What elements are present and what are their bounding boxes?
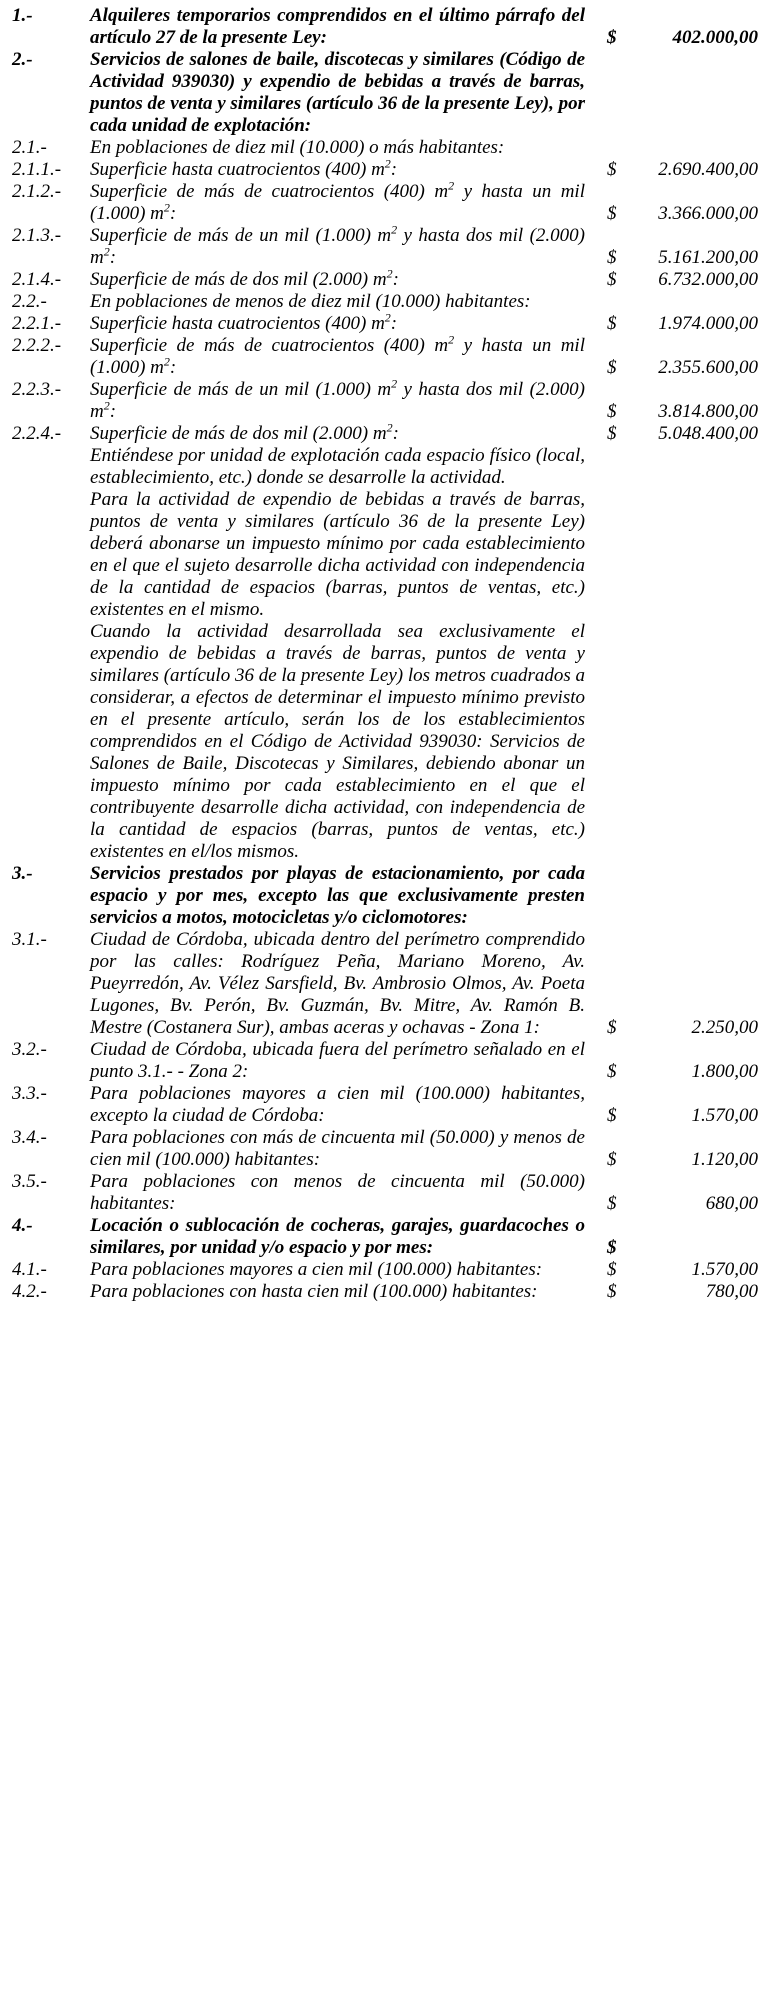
amount-value: 5.161.200,00 [658, 247, 758, 268]
amount-value: 780,00 [705, 1281, 758, 1302]
item-description: Entiéndese por unidad de explotación cada espacio físico (local, establecimiento, etc.) donde se desarrolle la actividad. [90, 445, 585, 488]
amount-value: 3.814.800,00 [658, 401, 758, 422]
item-description: Cuando la actividad desarrollada sea exclusivamente el expendio de bebidas a través de barras, puntos de venta y similares (artículo 36 de la presente Ley) los metros cuadrados a considerar, a efectos de determinar el impuesto mínimo previsto en el presente artículo, serán los de los establecimientos comprendidos en el Código de Actividad 939030: Servicios de Salones de Baile, Discotecas y Similares, debiendo abonar un impuesto mínimo por cada establecimiento en el que el contribuyente desarrolle dicha actividad, con independencia de la cantidad de espacios (barras, puntos de ventas, etc.) existentes en el/los mismos. [90, 621, 586, 862]
currency-symbol: $ [607, 1281, 617, 1302]
item-description: Superficie de más de un mil (1.000) $m^2$ y hasta dos mil (2.000) $m^2$: [90, 376, 585, 422]
amount-value: 1.974.000,00 [658, 313, 758, 334]
item-number: 4.2.- [12, 1281, 47, 1302]
tariff-row [12, 489, 758, 621]
item-description: Superficie de más de dos mil (2.000) $m^2$: [90, 266, 399, 290]
currency-symbol: $ [607, 1259, 617, 1280]
amount-value: 6.732.000,00 [658, 269, 758, 290]
item-number: 3.4.- [12, 1127, 47, 1148]
item-number: 2.1.4.- [12, 269, 62, 290]
amount-value: 1.570,00 [691, 1259, 758, 1280]
currency-symbol: $ [607, 159, 617, 180]
amount-value: 5.048.400,00 [658, 423, 758, 444]
item-number: 3.3.- [12, 1083, 47, 1104]
item-description: Para poblaciones mayores a cien mil (100.000) habitantes, excepto la ciudad de Córdoba: [90, 1083, 585, 1126]
currency-symbol: $ [607, 1061, 617, 1082]
tariff-row [12, 266, 758, 291]
item-description: Ciudad de Córdoba, ubicada dentro del perímetro comprendido por las calles: Rodríguez Peña, Mariano Moreno, Av. Pueyrredón, Av. Vélez Sarsfield, Bv. Ambrosio Olmos, Av. Poeta Lugones, Bv. Perón, Bv. Guzmán, Bv. Mitre, Av. Ramón B. Mestre (Costanera Sur), ambas aceras y ochavas - Zona 1: [90, 929, 585, 1038]
amount-value: 2.355.600,00 [658, 357, 758, 378]
tariff-row [12, 156, 758, 181]
tariff-row [12, 863, 758, 929]
item-number: 3.5.- [12, 1171, 47, 1192]
item-description: Para poblaciones con hasta cien mil (100.000) habitantes: [90, 1281, 538, 1302]
tariff-row [12, 5, 758, 49]
item-number [12, 621, 90, 863]
item-number: 2.2.4.- [12, 423, 62, 444]
amount-value: 680,00 [705, 1193, 758, 1214]
currency-symbol: $ [607, 357, 617, 378]
item-number: 2.2.2.- [12, 335, 62, 356]
currency-symbol: $ [607, 269, 617, 290]
tariff-row [12, 332, 758, 379]
amount-value: 2.250,00 [691, 1017, 758, 1038]
tariff-row [12, 1281, 758, 1303]
currency-symbol: $ [607, 1237, 617, 1258]
item-description: Servicios prestados por playas de estacionamiento, por cada espacio y por mes, excepto las que exclusivamente presten servicios a motos, motocicletas y/o ciclomotores: [90, 863, 585, 928]
tariff-row [12, 420, 758, 445]
item-number [12, 445, 90, 489]
item-description: Superficie de más de cuatrocientos (400) $m^2$ y hasta un mil (1.000) $m^2$: [90, 332, 585, 378]
item-number: 1.- [12, 5, 33, 26]
item-description: Superficie hasta cuatrocientos (400) $m^2$: [90, 310, 398, 334]
currency-symbol: $ [607, 1193, 617, 1214]
item-description: Superficie de más de cuatrocientos (400) $m^2$ y hasta un mil (1.000) $m^2$: [90, 178, 585, 224]
tariff-row [12, 1083, 758, 1127]
currency-symbol: $ [607, 401, 617, 422]
item-number: 3.2.- [12, 1039, 47, 1060]
item-number: 3.1.- [12, 929, 47, 950]
item-description: En poblaciones de diez mil (10.000) o más habitantes: [90, 137, 505, 158]
amount-value: 3.366.000,00 [658, 203, 758, 224]
currency-symbol: $ [607, 27, 617, 48]
amount-value: 1.570,00 [691, 1105, 758, 1126]
amount-value: 402.000,00 [672, 27, 758, 48]
item-number: 2.- [12, 49, 33, 70]
tariff-row [12, 1039, 758, 1083]
item-description: En poblaciones de menos de diez mil (10.000) habitantes: [90, 291, 531, 312]
tariff-row [12, 1215, 758, 1259]
currency-symbol: $ [607, 247, 617, 268]
tariff-row [12, 1171, 758, 1215]
item-description: Locación o sublocación de cocheras, garajes, guardacoches o similares, por unidad y/o espacio y por mes: [90, 1215, 585, 1258]
amount-value: 2.690.400,00 [658, 159, 758, 180]
item-number: 4.- [12, 1215, 33, 1236]
item-number: 2.1.1.- [12, 159, 62, 180]
item-description: Servicios de salones de baile, discotecas y similares (Código de Actividad 939030) y expendio de bebidas a través de barras, puntos de venta y similares (artículo 36 de la presente Ley), por cada unidad de explotación: [90, 49, 586, 136]
amount-value: 1.800,00 [691, 1061, 758, 1082]
tariff-row [12, 1259, 758, 1281]
item-number [12, 489, 90, 621]
item-description: Para poblaciones con más de cincuenta mil (50.000) y menos de cien mil (100.000) habitantes: [90, 1127, 585, 1170]
tariff-row [12, 49, 758, 137]
item-number: 2.1.2.- [12, 181, 62, 202]
item-number: 2.1.3.- [12, 225, 62, 246]
tariff-row [12, 445, 758, 489]
currency-symbol: $ [607, 1017, 617, 1038]
currency-symbol: $ [607, 1149, 617, 1170]
item-description: Alquileres temporarios comprendidos en el último párrafo del artículo 27 de la presente Ley: [90, 5, 585, 48]
item-number: 2.2.1.- [12, 313, 62, 334]
item-number: 2.2.- [12, 291, 47, 312]
tariff-row [12, 929, 758, 1039]
tariff-row [12, 1127, 758, 1171]
item-description: Para la actividad de expendio de bebidas a través de barras, puntos de venta y similares (artículo 36 de la presente Ley) deberá abonarse un impuesto mínimo por cada establecimiento en el que el sujeto desarrolle dicha actividad con independencia de la cantidad de espacios (barras, puntos de ventas, etc.) existentes en el mismo. [90, 489, 585, 620]
amount-value: 1.120,00 [691, 1149, 758, 1170]
item-number: 2.2.3.- [12, 379, 62, 400]
currency-symbol: $ [607, 423, 617, 444]
item-number: 4.1.- [12, 1259, 47, 1280]
tariff-row [12, 222, 758, 269]
currency-symbol: $ [607, 1105, 617, 1126]
tariff-row [12, 621, 758, 863]
item-description: Ciudad de Córdoba, ubicada fuera del perímetro señalado en el punto 3.1.- - Zona 2: [90, 1039, 585, 1082]
item-description: Para poblaciones con menos de cincuenta mil (50.000) habitantes: [90, 1171, 585, 1214]
item-number: 2.1.- [12, 137, 47, 158]
tariff-row [12, 178, 758, 225]
item-number: 3.- [12, 863, 33, 884]
item-description: Para poblaciones mayores a cien mil (100.000) habitantes: [90, 1259, 543, 1280]
item-description: Superficie de más de dos mil (2.000) $m^2$: [90, 420, 399, 444]
tariff-row [12, 310, 758, 335]
tariff-row [12, 376, 758, 423]
currency-symbol: $ [607, 203, 617, 224]
currency-symbol: $ [607, 313, 617, 334]
item-description: Superficie hasta cuatrocientos (400) $m^2$: [90, 156, 398, 180]
item-description: Superficie de más de un mil (1.000) $m^2$ y hasta dos mil (2.000) $m^2$: [90, 222, 585, 268]
